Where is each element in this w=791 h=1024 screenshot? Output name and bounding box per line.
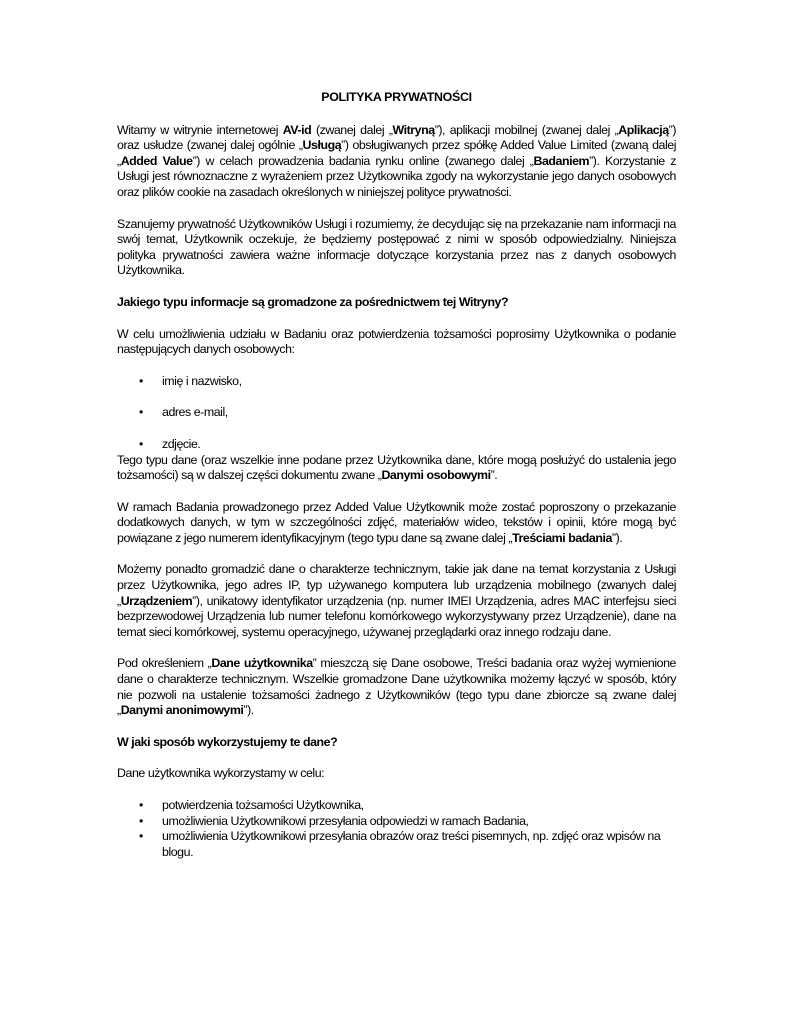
intro-paragraph: Witamy w witrynie internetowej AV-id (zwanej dalej „Witryną”), aplikacji mobilnej (zwanej dalej „Aplikacją”) oraz usłudze (zwanej dalej ogólnie „Usługą”) obsługiwanych przez spółkę Added Value Limited (zwaną dalej „Added Value”) w celach prowadzenia badania rynku online (zwanego dalej „Badaniem”). Korzystanie z Usługi jest równoznaczne z wyrażeniem przez Użytkownika zgody na wykorzystanie jego danych osobowych oraz plików cookie na zasadach określonych w niniejszej polityce prywatności. (117, 122, 676, 199)
list-item: • umożliwienia Użytkownikowi przesyłania obrazów oraz treści pisemnych, np. zdjęć oraz wpisów na blogu. (139, 829, 661, 859)
technical-data-paragraph: Możemy ponadto gromadzić dane o charakterze technicznym, takie jak dane na temat korzystania z Usługi przez Użytkownika, jego adres IP, typ używanego komputera lub urządzenia mobilnego (zwanych dalej „Urządzeniem”), unikatowy identyfikator urządzenia (np. numer IMEI Urządzenia, adres MAC interfejsu sieci bezprzewodowej Urządzenia lub numer telefonu komórkowego wykorzystywany przez Urządzenie), dane na temat sieci komórkowej, systemu operacyjnego, używanej przeglądarki oraz innego rodzaju dane. (117, 562, 676, 639)
bullet-icon: • (139, 798, 143, 812)
data-usage-list (117, 798, 676, 860)
list-item: • zdjęcie. (139, 436, 201, 451)
document-page (117, 90, 676, 860)
data-usage-lead: Dane użytkownika wykorzystamy w celu: (117, 766, 325, 781)
bullet-icon: • (139, 373, 143, 388)
list-item: • umożliwienia Użytkownikowi przesyłania odpowiedzi w ramach Badania, (139, 813, 529, 828)
user-data-paragraph: Pod określeniem „Dane użytkownika” mieszczą się Dane osobowe, Treści badania oraz wyżej wymienione dane o charakterze technicznym. Wszelkie gromadzone Dane użytkownika możemy łączyć w sposób, który nie pozwoli na ustalenie tożsamości żadnego z Użytkowników (tego typu dane zbiorcze są zwane dalej „Danymi anonimowymi”). (117, 656, 676, 718)
bullet-icon: • (139, 405, 143, 420)
list-item: • adres e-mail, (139, 405, 228, 420)
research-content-paragraph: W ramach Badania prowadzonego przez Added Value Użytkownik może zostać poproszony o przekazanie dodatkowych danych, w tym w szczególności zdjęć, materiałów wideo, tekstów i opinii, które mogą być powiązane z jego numerem identyfikacyjnym (tego typu dane są zwane dalej „Treściami badania”). (117, 499, 676, 545)
collected-info-lead: W celu umożliwienia udziału w Badaniu oraz potwierdzenia tożsamości poprosimy Użytkownika o podanie następujących danych osobowych: (117, 326, 676, 357)
section-heading-data-usage: W jaki sposób wykorzystujemy te dane? (117, 734, 338, 749)
bullet-icon: • (139, 436, 143, 451)
section-heading-collected-info: Jakiego typu informacje są gromadzone za pośrednictwem tej Witryny? (117, 294, 509, 309)
bullet-icon: • (139, 813, 143, 828)
respect-paragraph: Szanujemy prywatność Użytkowników Usługi i rozumiemy, że decydując się na przekazanie nam informacji na swój temat, Użytkownik oczekuje, że będziemy postępować z nimi w sposób odpowiedzialny. Niniejsza polityka prywatności zawiera ważne informacje dotyczące korzystania przez nas z danych osobowych Użytkownika. (117, 216, 676, 278)
personal-data-definition: Tego typu dane (oraz wszelkie inne podane przez Użytkownika dane, które mogą posłużyć do ustalenia jego tożsamości) są w dalszej części dokumentu zwane „Danymi osobowymi”. (117, 452, 676, 483)
personal-data-list (117, 374, 676, 453)
document-title: POLITYKA PRYWATNOŚCI (321, 90, 472, 104)
list-item: • potwierdzenia tożsamości Użytkownika, (139, 798, 364, 812)
bullet-icon: • (139, 829, 143, 844)
list-item: • imię i nazwisko, (139, 373, 242, 388)
